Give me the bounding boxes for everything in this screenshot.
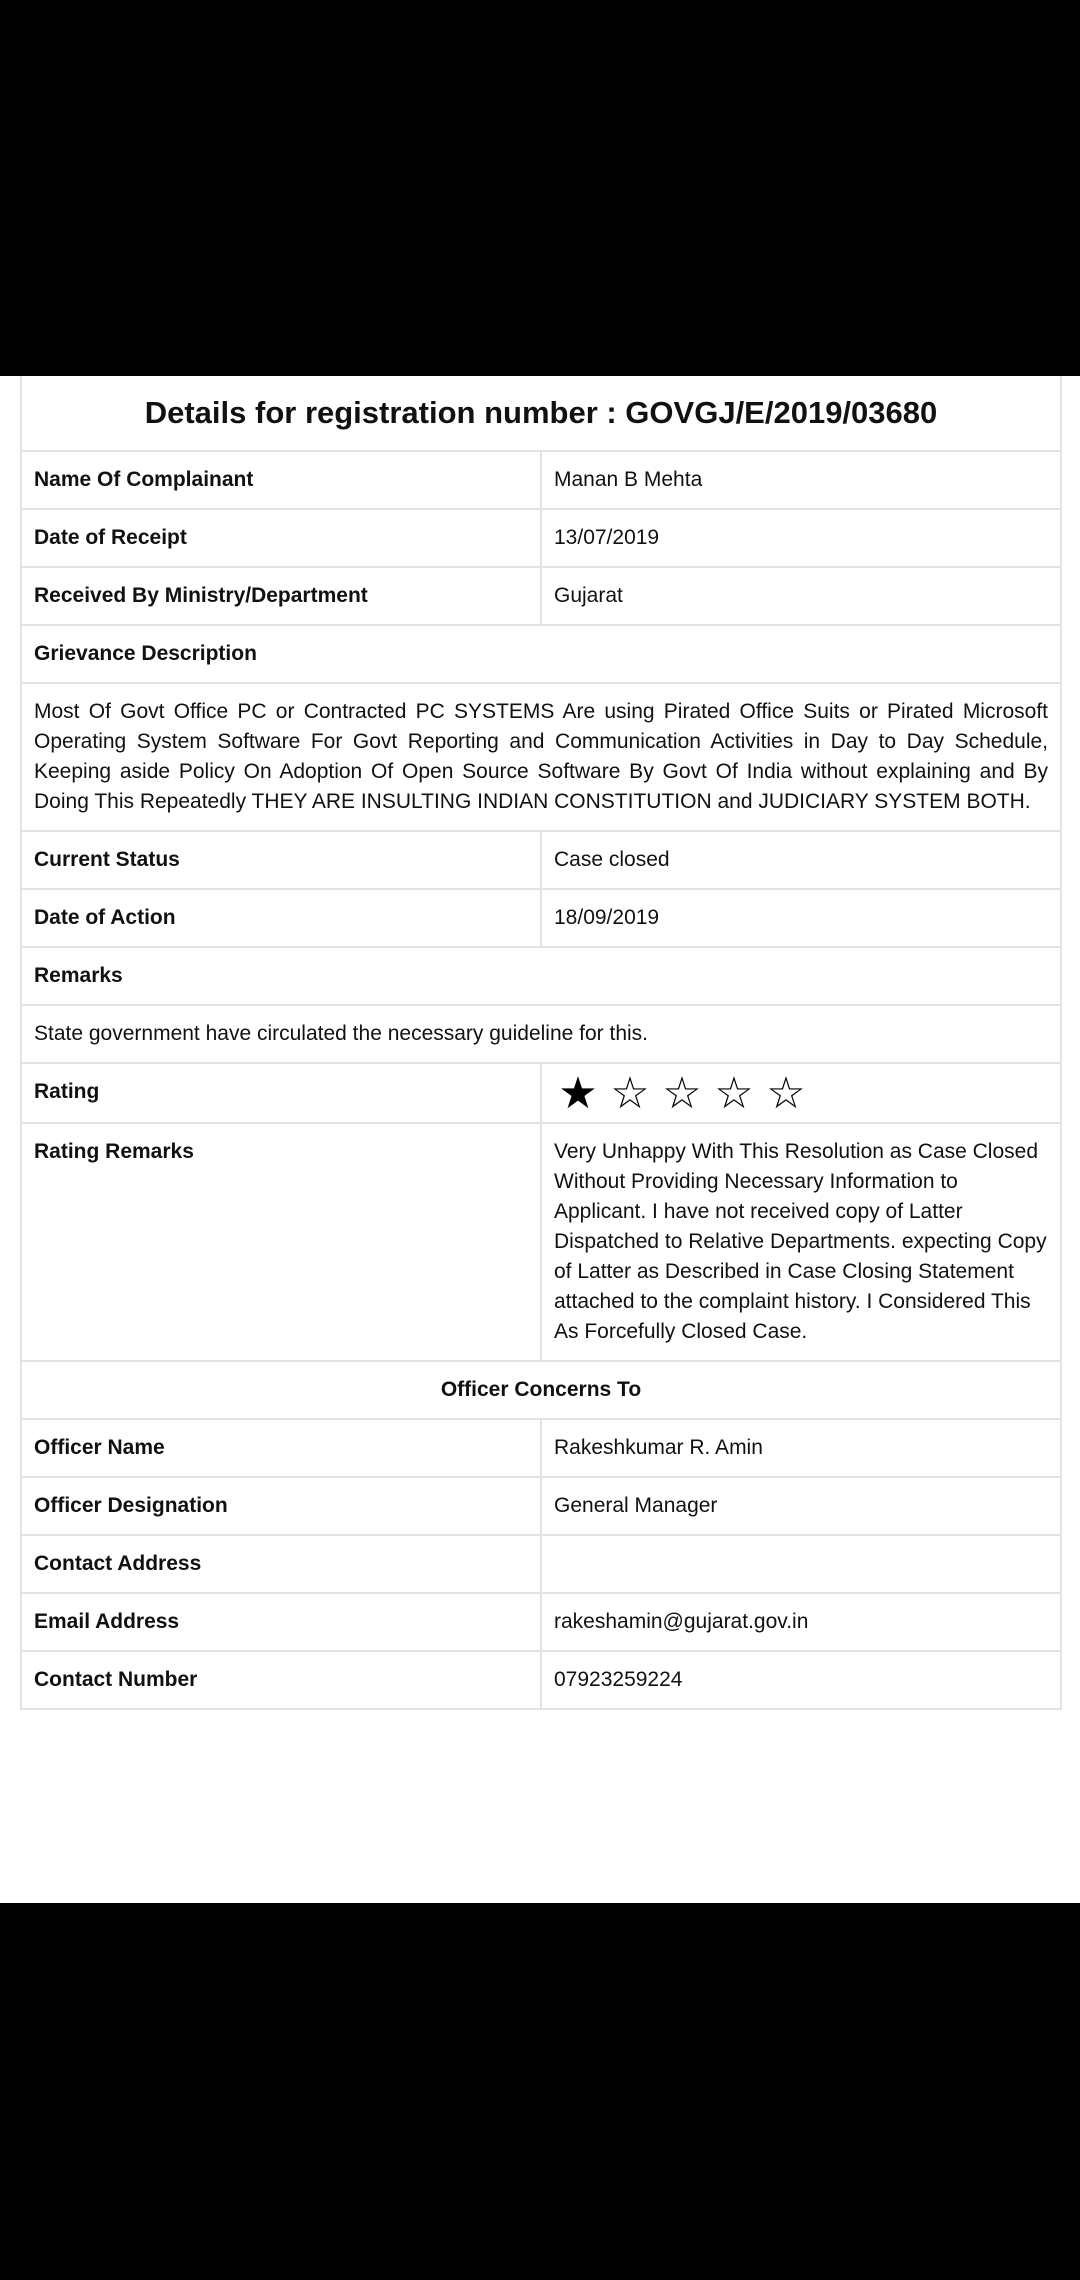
receipt-date-label: Date of Receipt (21, 509, 541, 567)
page-title: Details for registration number : GOVGJ/E/2019/03680 (21, 376, 1061, 451)
table-row (21, 683, 1061, 831)
table-row (21, 625, 1061, 683)
grievance-heading: Grievance Description (21, 625, 1061, 683)
action-date-label: Date of Action (21, 889, 541, 947)
table-row (21, 1419, 1061, 1477)
table-row (21, 509, 1061, 567)
table-row (21, 889, 1061, 947)
table-row (21, 567, 1061, 625)
receipt-date-value: 13/07/2019 (541, 509, 1061, 567)
table-row (21, 451, 1061, 509)
received-by-label: Received By Ministry/Department (21, 567, 541, 625)
details-table (20, 376, 1062, 1710)
table-row (21, 1535, 1061, 1593)
rating-label: Rating (21, 1063, 541, 1123)
table-row (21, 1593, 1061, 1651)
star-empty-icon: ☆ (714, 1069, 758, 1118)
table-row (21, 831, 1061, 889)
grievance-text: Most Of Govt Office PC or Contracted PC SYSTEMS Are using Pirated Office Suits or Pirated Microsoft Operating System Software For Govt Reporting and Communication Activities in Day to Day Schedule, Keeping aside Policy On Adoption Of Open Source Software By Govt Of India without explaining and By Doing This Repeatedly THEY ARE INSULTING INDIAN CONSTITUTION and JUDICIARY SYSTEM BOTH. (21, 683, 1061, 831)
officer-designation-label: Officer Designation (21, 1477, 541, 1535)
contact-number-value: 07923259224 (541, 1651, 1061, 1709)
top-black-bar (0, 0, 1080, 376)
action-date-value: 18/09/2019 (541, 889, 1061, 947)
status-value: Case closed (541, 831, 1061, 889)
table-row (21, 1651, 1061, 1709)
rating-remarks-text: Very Unhappy With This Resolution as Case Closed Without Providing Necessary Information to Applicant. I have not received copy of Latter Dispatched to Relative Departments. expecting Copy of Latter as Described in Case Closing Statement attached to the complaint history. I Considered This As Forcefully Closed Case. (541, 1123, 1061, 1361)
status-label: Current Status (21, 831, 541, 889)
star-empty-icon: ☆ (662, 1069, 706, 1118)
email-label: Email Address (21, 1593, 541, 1651)
rating-stars (541, 1063, 1061, 1123)
remarks-heading: Remarks (21, 947, 1061, 1005)
contact-address-label: Contact Address (21, 1535, 541, 1593)
star-empty-icon: ☆ (766, 1069, 810, 1118)
title-row (21, 376, 1061, 451)
table-row (21, 1005, 1061, 1063)
officer-name-value: Rakeshkumar R. Amin (541, 1419, 1061, 1477)
table-row (21, 1361, 1061, 1419)
rating-remarks-label: Rating Remarks (21, 1123, 541, 1361)
table-row (21, 1063, 1061, 1123)
star-filled-icon: ★ (558, 1069, 602, 1118)
star-empty-icon: ☆ (610, 1069, 654, 1118)
complainant-label: Name Of Complainant (21, 451, 541, 509)
officer-name-label: Officer Name (21, 1419, 541, 1477)
details-page (0, 376, 1080, 1903)
contact-address-value (541, 1535, 1061, 1593)
email-value: rakeshamin@gujarat.gov.in (541, 1593, 1061, 1651)
officer-section-heading: Officer Concerns To (21, 1361, 1061, 1419)
table-row (21, 1123, 1061, 1361)
table-row (21, 947, 1061, 1005)
remarks-text: State government have circulated the necessary guideline for this. (21, 1005, 1061, 1063)
table-row (21, 1477, 1061, 1535)
officer-designation-value: General Manager (541, 1477, 1061, 1535)
received-by-value: Gujarat (541, 567, 1061, 625)
bottom-black-bar (0, 1903, 1080, 2280)
complainant-value: Manan B Mehta (541, 451, 1061, 509)
contact-number-label: Contact Number (21, 1651, 541, 1709)
